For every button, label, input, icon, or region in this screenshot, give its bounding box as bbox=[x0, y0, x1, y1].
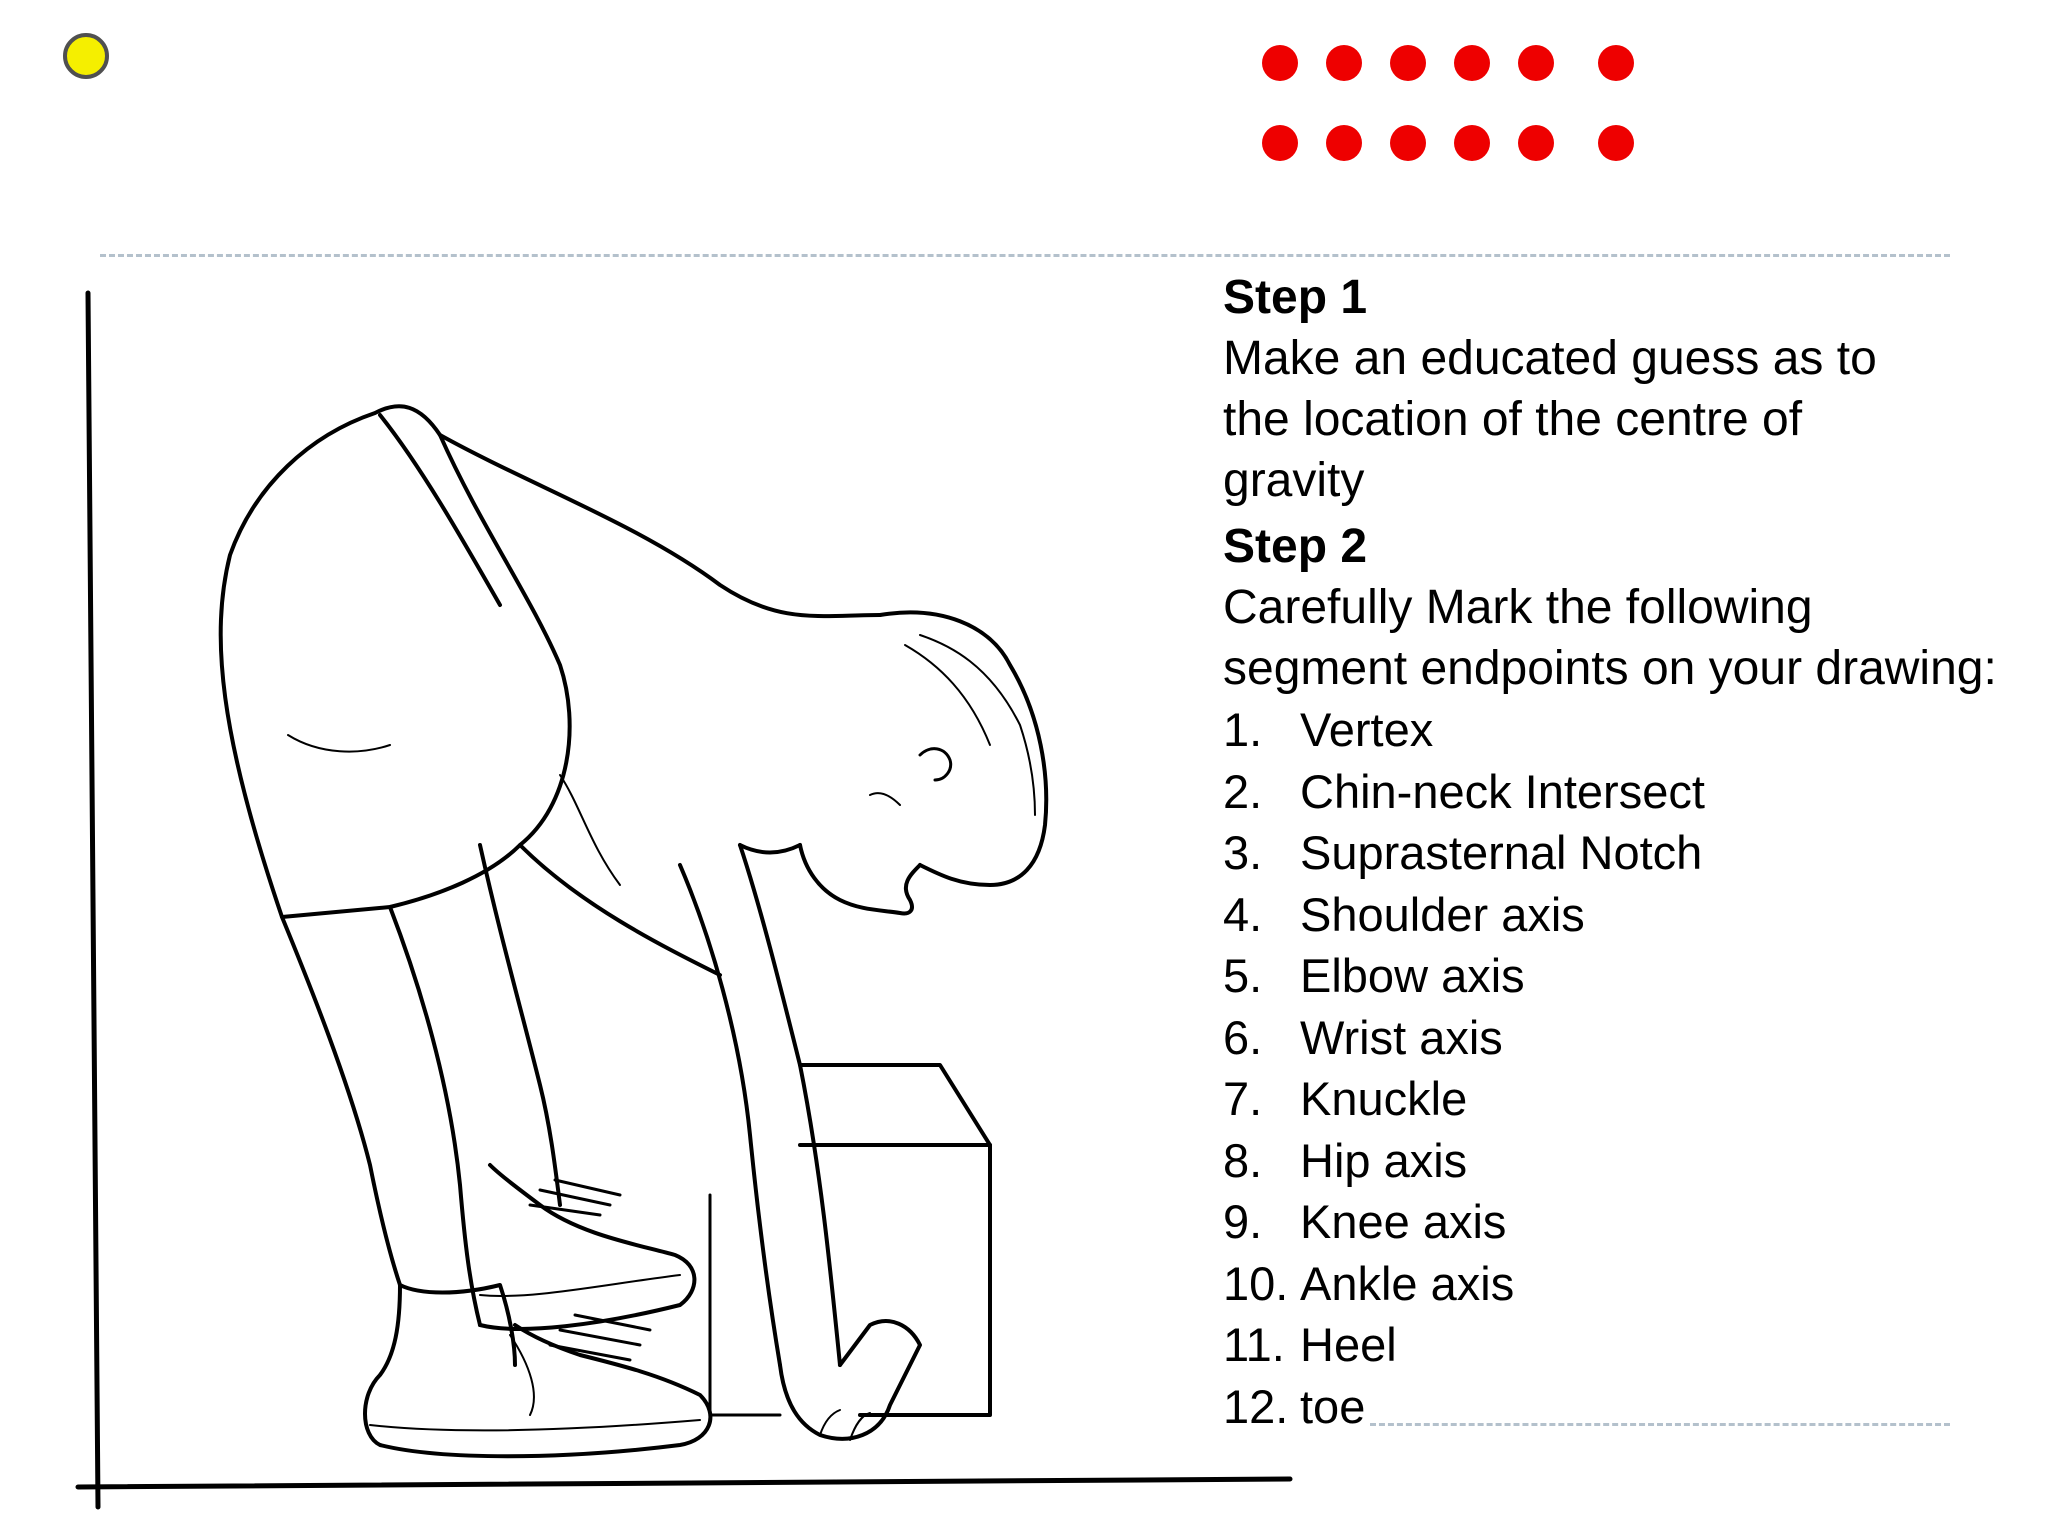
marker-dot-icon bbox=[1262, 125, 1298, 161]
face-outline bbox=[800, 845, 920, 913]
step2-text bbox=[1223, 577, 2043, 699]
marker-dot-icon bbox=[1518, 125, 1554, 161]
marker-dot-icon bbox=[1326, 45, 1362, 81]
far-leg-outline bbox=[390, 907, 480, 1325]
list-item: 10. Ankle axis bbox=[1223, 1256, 1515, 1310]
segment-endpoints-list bbox=[1223, 699, 2043, 1437]
top-guide-line bbox=[100, 254, 1950, 257]
marker-dot-icon bbox=[1326, 125, 1362, 161]
list-item: 4. Shoulder axis bbox=[1223, 887, 1585, 941]
step2-line: Carefully Mark the following bbox=[1223, 581, 1813, 634]
bending-figure-drawing bbox=[60, 285, 1300, 1515]
near-leg-inner bbox=[480, 845, 560, 1205]
horizontal-axis bbox=[78, 1479, 1290, 1487]
marker-dot-icon bbox=[1454, 125, 1490, 161]
step2-title: Step 2 bbox=[1223, 520, 1368, 573]
marker-dot-icon bbox=[1454, 45, 1490, 81]
step1-text bbox=[1223, 328, 2043, 511]
list-item: 11. Heel bbox=[1223, 1318, 1397, 1371]
marker-dot-icon bbox=[1598, 125, 1634, 161]
step1-title: Step 1 bbox=[1223, 271, 1368, 324]
marker-dot-icon bbox=[1390, 125, 1426, 161]
marker-dot-icon bbox=[1518, 45, 1554, 81]
list-item: 6. Wrist axis bbox=[1223, 1010, 1503, 1064]
marker-dot-icon bbox=[1262, 45, 1298, 81]
sock bbox=[400, 1285, 515, 1365]
torso-front bbox=[520, 845, 720, 975]
list-item: 5. Elbow axis bbox=[1223, 949, 1525, 1002]
list-item: 2. Chin-neck Intersect bbox=[1223, 764, 1705, 818]
shorts-outline bbox=[221, 406, 570, 917]
list-item: 7. Knuckle bbox=[1223, 1072, 1468, 1125]
far-shoe bbox=[480, 1165, 694, 1329]
instructions-panel bbox=[1223, 268, 2043, 1437]
near-leg-outline bbox=[282, 917, 400, 1285]
step1-line: gravity bbox=[1223, 454, 1365, 507]
near-arm-outline bbox=[740, 845, 840, 1365]
near-hand bbox=[780, 1321, 920, 1439]
marker-dot-icon bbox=[1390, 45, 1426, 81]
marker-dot-icon bbox=[1598, 45, 1634, 81]
back-outline bbox=[440, 435, 880, 616]
list-item: 9. Knee axis bbox=[1223, 1195, 1507, 1248]
list-item: 12. toe bbox=[1223, 1379, 1366, 1433]
head-outline bbox=[880, 612, 1046, 885]
marker-dots bbox=[1262, 45, 1652, 165]
step1-line: Make an educated guess as to bbox=[1223, 332, 1877, 385]
list-item: 8. Hip axis bbox=[1223, 1133, 1468, 1187]
pointer-dot-icon bbox=[63, 33, 109, 79]
vertical-axis bbox=[88, 293, 98, 1507]
shorts-seam bbox=[380, 415, 500, 605]
list-item: 3. Suprasternal Notch bbox=[1223, 826, 1703, 879]
step2-line: segment endpoints on your drawing: bbox=[1223, 642, 1997, 695]
step1-line: the location of the centre of bbox=[1223, 393, 1803, 446]
near-arm-inner bbox=[680, 865, 780, 1365]
list-item: 1. Vertex bbox=[1223, 703, 1434, 756]
